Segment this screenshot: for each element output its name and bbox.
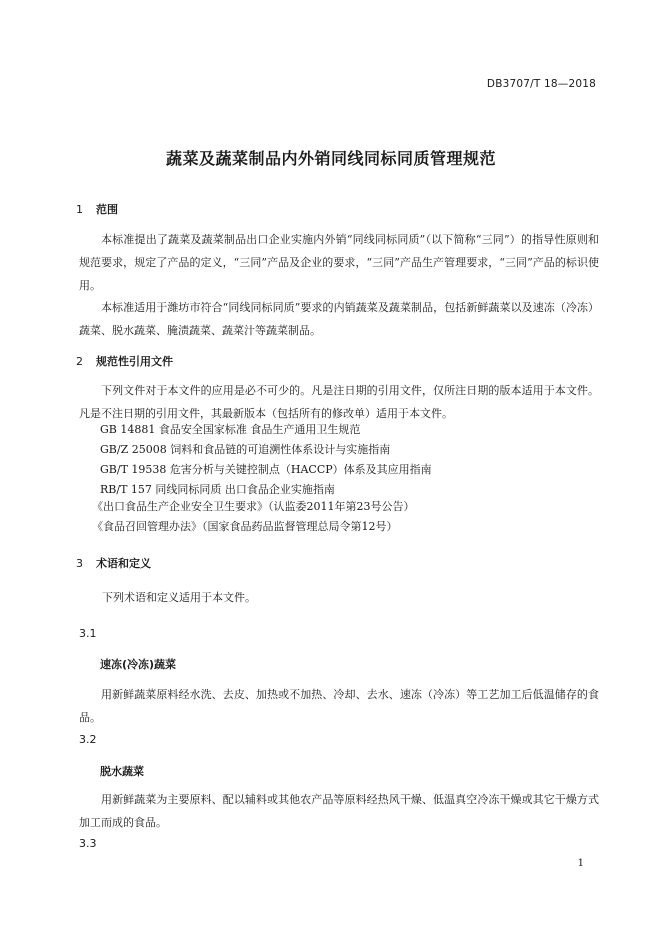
- section-title: 术语和定义: [96, 557, 151, 570]
- reference-item: 《食品召回管理办法》（国家食品药品监督管理总局令第12号）: [92, 520, 398, 533]
- section-title: 范围: [96, 203, 118, 216]
- section-3-intro: 下列术语和定义适用于本文件。: [102, 591, 256, 604]
- section-number: 3: [76, 557, 83, 570]
- section-2-heading: [76, 353, 173, 369]
- section-number: 1: [76, 203, 83, 216]
- section-1-paragraph-2: 本标准适用于潍坊市符合“同线同标同质”要求的内销蔬菜及蔬菜制品，包括新鲜蔬菜以及速冻（冷冻）蔬菜、脱水蔬菜、腌渍蔬菜、蔬菜汁等蔬菜制品。: [79, 301, 599, 337]
- reference-item: GB/T 19538 危害分析与关键控制点（HACCP）体系及其应用指南: [100, 463, 432, 476]
- reference-item: RB/T 157 同线同标同质 出口食品企业实施指南: [100, 483, 335, 496]
- reference-item: GB/Z 25008 饲料和食品链的可追溯性体系设计与实施指南: [100, 443, 391, 456]
- page-number: 1: [577, 858, 584, 869]
- section-1-paragraph-1: 本标准提出了蔬菜及蔬菜制品出口企业实施内外销“同线同标同质”（以下简称“三同”）的指导性原则和规范要求，规定了产品的定义，“三同”产品及企业的要求，“三同”产品生产管理要求，“三同”产品的标识使用。: [79, 233, 599, 292]
- term-definition: 用新鲜蔬菜原料经水洗、去皮、加热或不加热、冷却、去水、速冻（冷冻）等工艺加工后低温储存的食品。: [79, 688, 599, 724]
- section-2-paragraph-1: 下列文件对于本文件的应用是必不可少的。凡是注日期的引用文件，仅所注日期的版本适用于本文件。凡是不注日期的引用文件，其最新版本（包括所有的修改单）适用于本文件。: [79, 384, 599, 420]
- term-name: 脱水蔬菜: [100, 765, 144, 778]
- section-number: 2: [76, 355, 83, 368]
- section-3-heading: [76, 555, 151, 571]
- clause-number: 3.3: [79, 837, 97, 850]
- section-title: 规范性引用文件: [96, 355, 173, 368]
- section-1-heading: [76, 201, 118, 217]
- document-title: 蔬菜及蔬菜制品内外销同线同标同质管理规范: [165, 149, 496, 168]
- clause-number: 3.2: [79, 733, 97, 746]
- document-code: DB3707/T 18—2018: [486, 78, 596, 90]
- reference-item: GB 14881 食品安全国家标准 食品生产通用卫生规范: [100, 423, 361, 436]
- term-definition: 用新鲜蔬菜为主要原料、配以辅料或其他农产品等原料经热风干燥、低温真空冷冻干燥或其它干燥方式加工而成的食品。: [79, 793, 599, 829]
- clause-number: 3.1: [79, 627, 97, 640]
- reference-item: 《出口食品生产企业安全卫生要求》（认监委2011年第23号公告）: [92, 500, 415, 513]
- term-name: 速冻(冷冻)蔬菜: [100, 658, 177, 671]
